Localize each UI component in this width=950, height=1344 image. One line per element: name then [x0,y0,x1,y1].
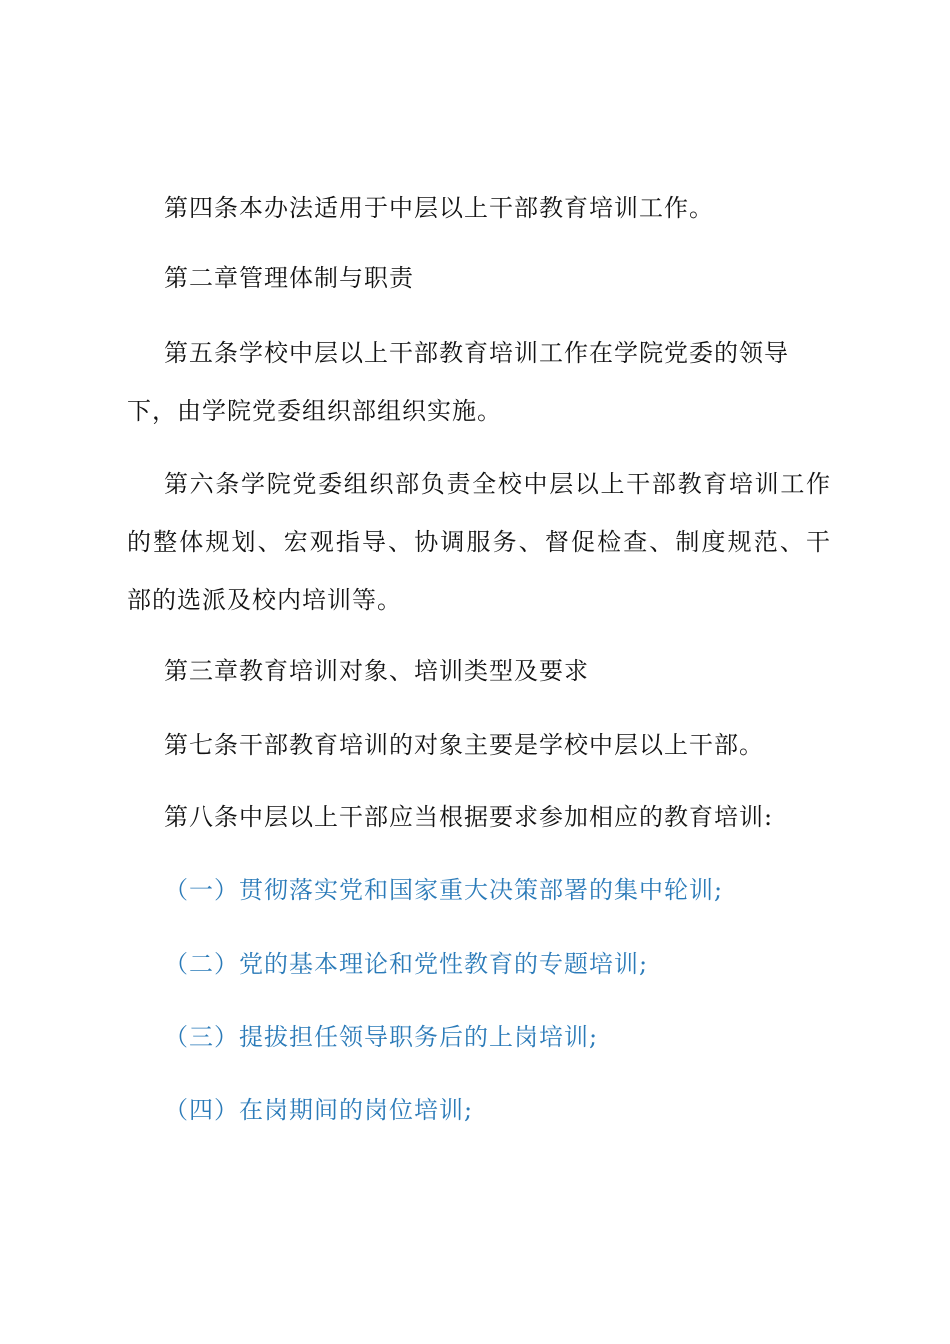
list-item-3: （三）提拔担任领导职务后的上岗培训; [164,1023,599,1051]
article-5-line-2: 下，由学院党委组织部组织实施。 [127,397,502,425]
chapter-3-heading: 第三章教育培训对象、培训类型及要求 [164,657,589,685]
article-8: 第八条中层以上干部应当根据要求参加相应的教育培训: [164,803,774,831]
article-5-line-1: 第五条学校中层以上干部教育培训工作在学院党委的领导 [164,339,789,367]
chapter-2-heading: 第二章管理体制与职责 [164,264,414,292]
article-6-line-3: 部的选派及校内培训等。 [127,586,402,614]
article-7: 第七条干部教育培训的对象主要是学校中层以上干部。 [164,731,764,759]
article-6-line-2: 的整体规划、宏观指导、协调服务、督促检查、制度规范、干 [127,528,831,556]
article-6-line-1: 第六条学院党委组织部负责全校中层以上干部教育培训工作 [164,470,831,498]
article-4: 第四条本办法适用于中层以上干部教育培训工作。 [164,194,714,222]
list-item-4: （四）在岗期间的岗位培训; [164,1096,474,1124]
list-item-2: （二）党的基本理论和党性教育的专题培训; [164,950,649,978]
list-item-1: （一）贯彻落实党和国家重大决策部署的集中轮训; [164,876,724,904]
